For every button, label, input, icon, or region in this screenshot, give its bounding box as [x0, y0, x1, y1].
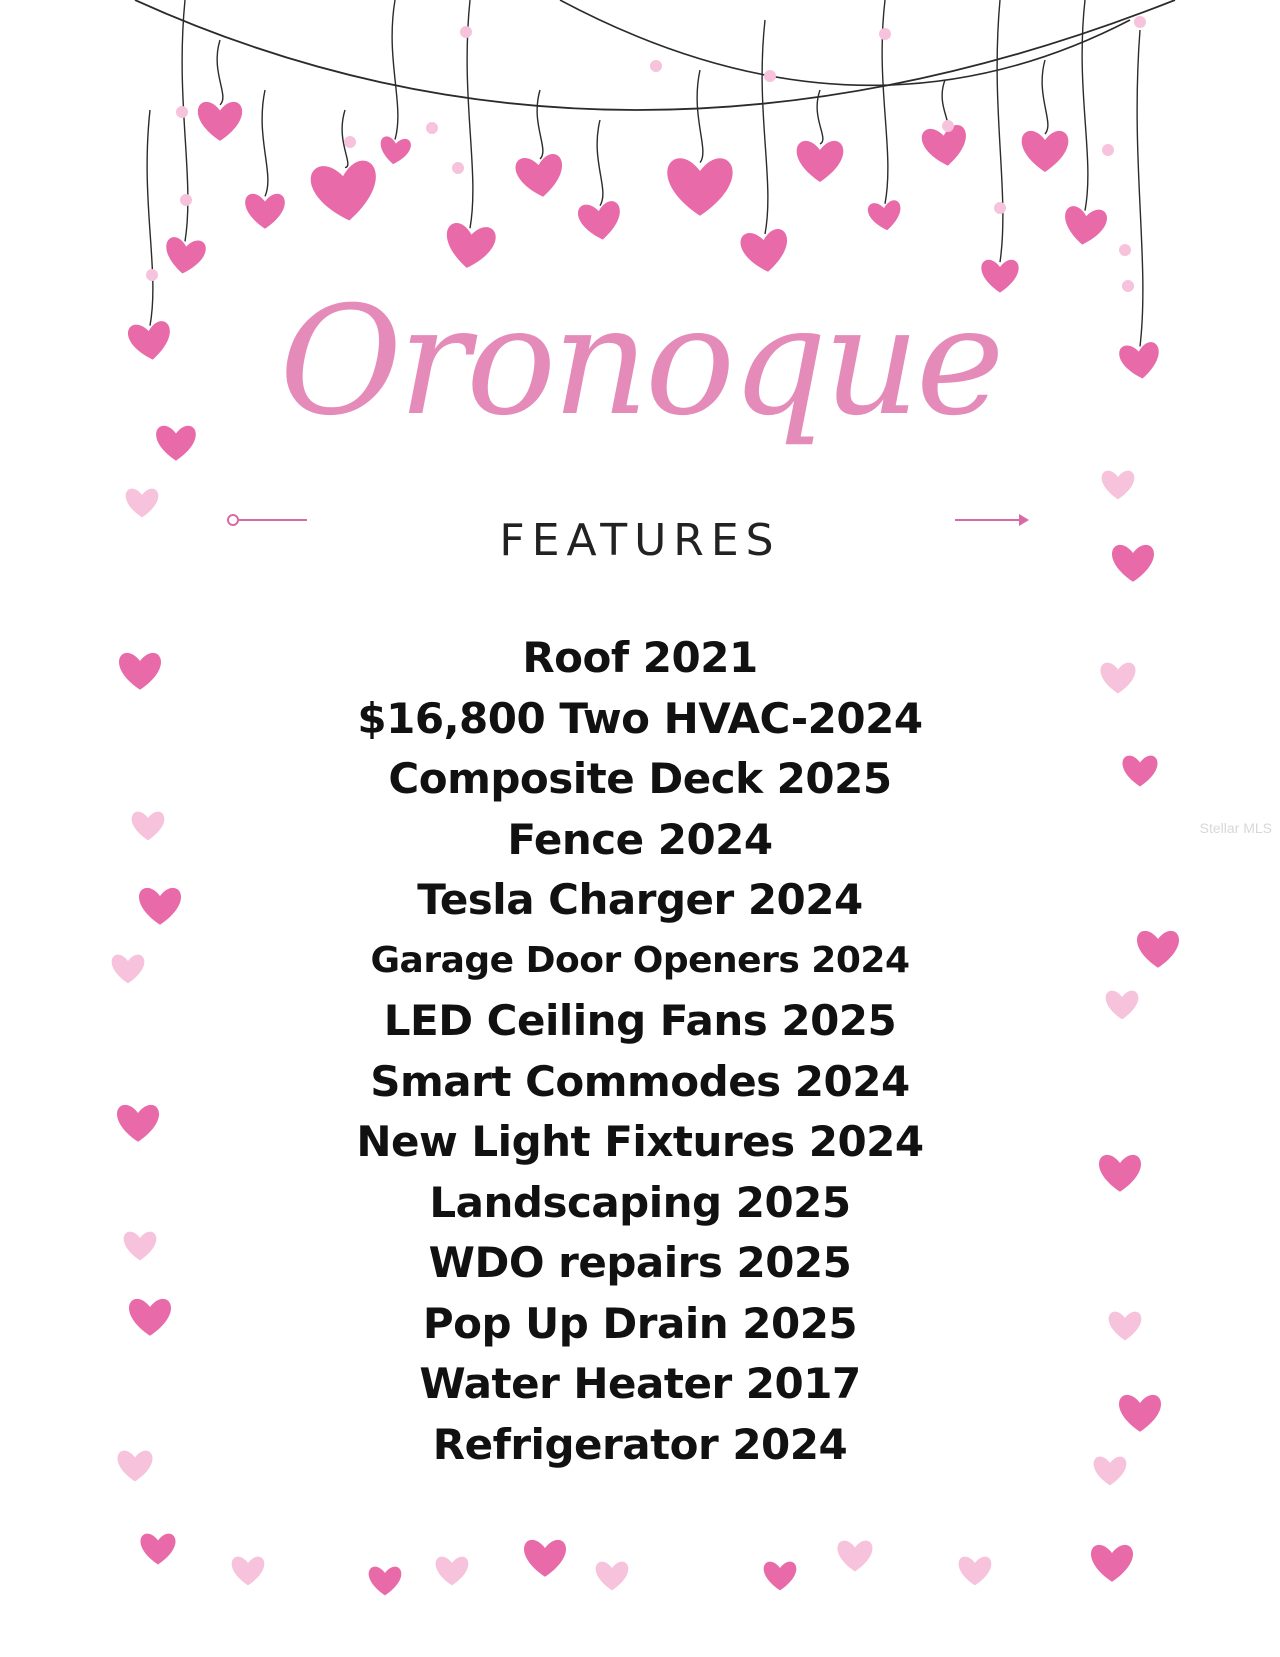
bead-icon [180, 194, 192, 206]
feature-item: Garage Door Openers 2024 [370, 939, 910, 981]
heart-icon [1102, 471, 1135, 500]
feature-item: New Light Fixtures 2024 [356, 1117, 924, 1166]
heart-icon [764, 1562, 797, 1591]
heart-icon [1061, 205, 1108, 247]
feature-item: Water Heater 2017 [419, 1359, 861, 1408]
features-list [0, 628, 1280, 1475]
bead-icon [1134, 16, 1146, 28]
feature-item: Tesla Charger 2024 [417, 875, 863, 924]
heart-icon [232, 1557, 265, 1586]
feature-item: Landscaping 2025 [429, 1177, 851, 1227]
garland-string [997, 0, 1003, 262]
feature-item: Smart Commodes 2024 [370, 1056, 910, 1106]
heart-icon [524, 1540, 566, 1577]
heart-icon [245, 194, 285, 229]
garland-string [1042, 60, 1048, 134]
section-subtitle: FEATURES [499, 515, 781, 566]
garland-string [262, 90, 268, 196]
garland-string [560, 0, 1130, 85]
bead-icon [426, 122, 438, 134]
bead-icon [1119, 244, 1131, 256]
bead-icon [1102, 144, 1114, 156]
heart-icon [198, 102, 242, 141]
feature-item: Roof 2021 [522, 633, 758, 682]
garland-string [697, 70, 703, 163]
heart-icon [309, 159, 382, 225]
garland-string [762, 20, 768, 234]
garland-string [817, 90, 823, 144]
feature-item: $16,800 Two HVAC-2024 [357, 693, 923, 743]
heart-icon [1091, 1545, 1133, 1582]
bead-icon [344, 136, 356, 148]
bead-icon [942, 120, 954, 132]
heart-icon [959, 1557, 992, 1586]
bead-icon [650, 60, 662, 72]
heart-icon [577, 200, 624, 242]
garland-string [597, 120, 603, 206]
bead-icon [452, 162, 464, 174]
heart-icon [126, 489, 159, 518]
feature-item: Fence 2024 [507, 814, 773, 864]
feature-item: Pop Up Drain 2025 [422, 1298, 858, 1348]
heart-icon [369, 1567, 402, 1596]
garland-string [135, 0, 1175, 110]
bead-icon [176, 106, 188, 118]
heart-icon [378, 136, 412, 167]
bead-icon [994, 202, 1006, 214]
heart-icon [140, 1534, 175, 1565]
feature-item: WDO repairs 2025 [428, 1238, 852, 1287]
bead-icon [460, 26, 472, 38]
garland-string [217, 40, 223, 105]
bead-icon [879, 28, 891, 40]
garland-string [537, 90, 543, 159]
bead-icon [764, 70, 776, 82]
heart-icon [596, 1562, 629, 1591]
heart-icon [436, 1557, 469, 1586]
heart-icon [1022, 131, 1069, 172]
heart-icon [667, 158, 732, 216]
heart-icon [797, 141, 844, 182]
feature-item: Composite Deck 2025 [388, 754, 892, 803]
watermark: Stellar MLS [1199, 820, 1272, 836]
feature-item: LED Ceiling Fans 2025 [383, 996, 897, 1045]
heart-icon [514, 153, 566, 200]
feature-item: Refrigerator 2024 [432, 1419, 848, 1469]
page-title: Oronoque [279, 275, 1001, 449]
heart-icon [837, 1541, 872, 1572]
heart-icon [867, 199, 903, 232]
garland-string [392, 0, 398, 140]
